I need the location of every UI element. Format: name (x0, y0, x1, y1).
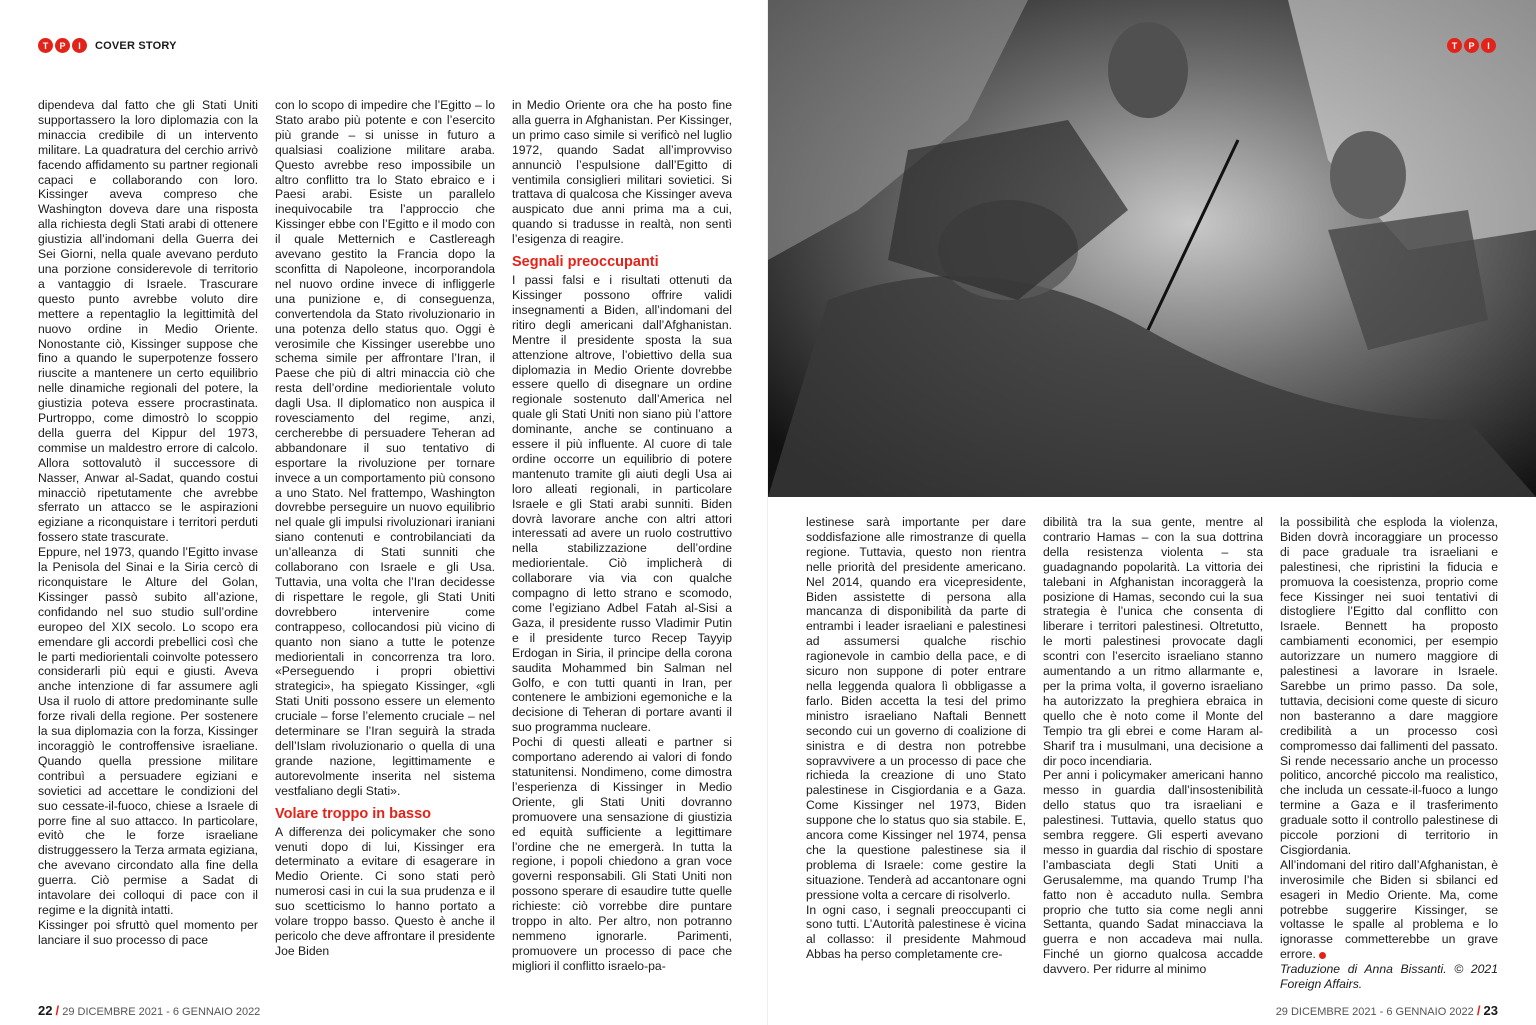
paragraph: Kissinger poi sfruttò quel momento per lanciare il suo processo di pace (38, 917, 258, 947)
section-label: COVER STORY (95, 39, 177, 52)
page-header (38, 38, 177, 53)
translation-credit: Traduzione di Anna Bissanti. © 2021 Foreign Affairs. (1280, 962, 1498, 992)
paragraph: Per anni i policymaker americani hanno messo in guardia dall’insostenibilità dello status quo tra israeliani e palestinesi. Tuttavia, quello status quo sembra reggere. Gli esperti avevano messo in guardia dal rischio di spostare l’ambasciata degli Stati Uniti a Gerusalemme, ma quando Trump l’ha fatto non è accaduto nulla. Sembra proprio che tutto sia come negli anni Settanta, quando Sadat minacciava la guerra e non accadeva mai nulla. Finché un giorno qualcosa accadde davvero. Per ridurre al minimo (1043, 768, 1263, 977)
article-column-5 (1043, 515, 1263, 977)
article-column-1 (38, 98, 258, 948)
article-column-3 (512, 98, 732, 974)
paragraph-text: All’indomani del ritiro dall’Afghanistan, è inverosimile che Biden si sbilanci ed esageri in Medio Oriente. Ma, come potrebbe suggerire Kissinger, se voltasse le spalle al problema e lo ignorasse commetterebbe un grave errore. (1280, 857, 1498, 962)
cover-photo (768, 0, 1536, 497)
issue-date: 29 DICEMBRE 2021 - 6 GENNAIO 2022 (62, 1006, 261, 1018)
paragraph: in Medio Oriente ora che ha posto fine alla guerra in Afghanistan. Per Kissinger, un primo caso simile si verificò nel luglio 1972, quando Sadat all’improvviso annunciò l’espulsione dall’Egitto di ventimila consiglieri militari sovietici. Si trattava di qualcosa che Kissinger aveva auspicato due anni prima ma a cui, quando si tradusse in realtà, non sentì l’esigenza di reagire. (512, 98, 732, 247)
paragraph: dipendeva dal fatto che gli Stati Uniti supportassero la loro diplomazia con la minaccia credibile di un intervento militare. La quadratura del cerchio arrivò facendo affidamento su partner regionali capaci e collaborando con loro. Kissinger aveva compreso che Washington doveva dare una risposta alla richiesta degli Stati arabi di ottenere giustizia all’indomani della Guerra dei Sei Giorni, nella quale avevano perduto una porzione considerevole di territorio a vantaggio di Israele. Trascurare questo punto avrebbe voluto dire mettere a repentaglio la legittimità del nuovo ordine in Medio Oriente. Nonostante ciò, Kissinger suppose che fino a quando le superpotenze fossero riuscite a mantenere un certo equilibrio nelle dinamiche regionali del potere, la giustizia poteva essere procrastinata. Purtroppo, come dimostrò lo scoppio della guerra del Kippur del 1973, commise un maldestro errore di calcolo. Allora sottovalutò il successore di Nasser, Anwar al-Sadat, quando costui minacciò ripetutamente che avrebbe sferrato un attacco se le aspirazioni egiziane a riconquistare i territori perduti fossero state trascurate. (38, 98, 258, 545)
paragraph: I passi falsi e i risultati ottenuti da Kissinger possono offrire validi insegnamenti a Biden, all’indomani del ritiro degli americani dall’Afghanistan. Mentre il presidente sposta la sua attenzione altrove, l’obiettivo della sua diplomazia in Medio Oriente dovrebbe essere quello di disegnare un ordine regionale sostenuto dall’America nel quale gli Stati Uniti non siano più l’attore dominante, anche se continuano a essere il più influente. Al cuore di tale ordine occorre un equilibrio di potere mantenuto tramite gli aiuti degli Usa ai loro alleati regionali, in particolare Israele e gli Stati arabi sunniti. Biden dovrà lavorare anche con altri attori interessati ad avere un ruolo costruttivo nella stabilizzazione dell’ordine mediorientale. Ciò implicherà di collaborare via via con qualche compagno di letto strano e scomodo, come l’egiziano Adbel Fatah al-Sisi a Gaza, il presidente russo Vladimir Putin e il presidente turco Recep Tayyip Erdogan in Siria, il principe della corona saudita Mohammed bin Salman nel Golfo, e con tutti quanti in Iran, per contenere le ambizioni egemoniche e la decisione di Teheran di portare avanti il suo programma nucleare. (512, 273, 732, 735)
end-mark-icon (1319, 952, 1326, 959)
paragraph: In ogni caso, i segnali preoccupanti ci sono tutti. L’Autorità palestinese è vicina al collasso: il presidente Mahmoud Abbas ha perso completamente cre- (806, 902, 1026, 962)
footer-right (1276, 1003, 1498, 1018)
logo-letter: T (38, 38, 53, 53)
page-number: 22 (38, 1003, 53, 1018)
page-number: 23 (1483, 1003, 1498, 1018)
footer-slash: / (1476, 1003, 1481, 1018)
tpi-logo (1447, 38, 1496, 53)
subheading: Segnali preoccupanti (512, 254, 659, 271)
article-column-6 (1280, 515, 1498, 992)
article-column-4 (806, 515, 1026, 962)
article-column-2 (275, 98, 495, 959)
issue-date: 29 DICEMBRE 2021 - 6 GENNAIO 2022 (1275, 1006, 1474, 1018)
photo-illustration (768, 0, 1536, 497)
logo-letter: I (1481, 38, 1496, 53)
paragraph: la possibilità che esploda la violenza, Biden dovrà incoraggiare un processo di pace graduale tra israeliani e palestinesi, che ripristini la fiducia e promuova la coesistenza, proprio come fece Kissinger nei suoi tentativi di distogliere l’Egitto dal conflitto con Israele. Bennett ha proposto cambiamenti economici, per esempio autorizzare un numero maggiore di palestinesi a lavorare in Israele. Sarebbe un primo passo. Da sole, tuttavia, decisioni come queste di sicuro non basteranno a dare maggiore credibilità a un processo così compromesso dai fallimenti del passato. Si rende necessario anche un processo politico, ancorché piccolo ma realistico, che includa un cessate-il-fuoco a lungo termine a Gaza e il trasferimento graduale sotto il controllo palestinese di piccole porzioni di territorio in Cisgiordania. (1280, 515, 1498, 857)
paragraph: A differenza dei policymaker che sono venuti dopo di lui, Kissinger era determinato a evitare di esagerare in Medio Oriente. Ci sono stati però numerosi casi in cui la sua prudenza e il suo scetticismo lo hanno portato a volare troppo basso. Questo è anche il pericolo che deve affrontare il presidente Joe Biden (275, 824, 495, 958)
tpi-logo (38, 38, 87, 53)
paragraph: lestinese sarà importante per dare soddisfazione alle rimostranze di quella regione. Tuttavia, questo non rientra nelle priorità del presidente americano. Nel 2014, quando era vicepresidente, Biden assistette di persona alla mancanza di disponibilità da parte di entrambi i leader israeliani e palestinesi ad assumersi qualche rischio ragionevole in cambio della pace, e di sicuro non suppone di poter entrare nella leggenda qualora lì obbligasse a farlo. Biden accetta la tesi del primo ministro israeliano Naftali Bennett secondo cui un governo di coalizione di sinistra e di destra non potrebbe sopravvivere a un processo di pace che richieda la creazione di uno Stato palestinese in Cisgiordania e a Gaza. Come Kissinger nel 1973, Biden suppone che lo status quo sia stabile. E, ancora come Kissinger nel 1974, pensa che la questione palestinese sia il problema di Israele: come gestire la situazione. Tenderà ad accantonare ogni pressione volta a cercare di risolverlo. (806, 515, 1026, 902)
paragraph (1280, 858, 1498, 962)
paragraph: con lo scopo di impedire che l’Egitto – lo Stato arabo più potente e con l’esercito più grande – si unisse in futuro a qualsiasi coalizione militare araba. Questo avrebbe reso impossibile un altro conflitto tra lo Stato ebraico e i Paesi arabi. Esiste un parallelo inequivocabile tra l’approccio che Kissinger ebbe con l’Egitto e il modo con il quale Metternich e Castlereagh avevano gestito la Francia dopo la sconfitta di Napoleone, incorporandola nel nuovo ordine invece di infliggerle una punizione e, di conseguenza, convertendola da Stato rivoluzionario in una potenza dello status quo. Oggi è verosimile che Kissinger userebbe uno schema simile per affrontare l’Iran, il Paese che più di altri minaccia ciò che resta dell’ordine mediorientale voluto dagli Usa. Il diplomatico non auspica il rovesciamento del regime, anzi, cercherebbe di persuadere Teheran ad abbandonare il suo tentativo di esportare la rivoluzione per tornare invece a un comportamento più consono a uno Stato. Nel frattempo, Washington dovrebbe perseguire un nuovo equilibrio nel quale gli impulsi rivoluzionari iraniani siano contenuti e controbilanciati da un’alleanza di Stati sunniti che collaborano con Israele e gli Usa. Tuttavia, una volta che l’Iran decidesse di rispettare le regole, gli Stati Uniti dovrebbero intervenire come contrappeso, collocandosi più vicino di quanto non siano a tutte le potenze mediorientali in concorrenza tra loro. «Perseguendo i propri obiettivi strategici», ha spiegato Kissinger, «gli Stati Uniti possono essere un elemento cruciale – forse l’elemento cruciale – nel determinare se l’Iran seguirà la strada dell’Islam rivoluzionario o quella di una grande nazione, legittimamente e autorevolmente inserita nel sistema vestfaliano degli Stati». (275, 98, 495, 798)
paragraph: Pochi di questi alleati e partner si comportano aderendo ai valori di fondo statunitensi. Nondimeno, come dimostra l’esperienza di Kissinger in Medio Oriente, gli Stati Uniti dovranno promuovere una sensazione di giustizia ed equità sufficiente a legittimare l’ordine che ne emergerà. In tutta la regione, i popoli chiedono a gran voce governi responsabili. Gli Stati Uniti non possono sperare di esaudire tutte quelle richieste: ciò vorrebbe dire puntare troppo in alto. Per altro, non potranno nemmeno ignorarle. Parimenti, promuovere un processo di pace che migliori il conflitto israelo-pa- (512, 735, 732, 973)
paragraph: Eppure, nel 1973, quando l’Egitto invase la Penisola del Sinai e la Siria cercò di riconquistare le Alture del Golan, Kissinger passò subito all’azione, confidando nel suo studio sull’ordine europeo del XIX secolo. Lo scopo era emendare gli accordi prebellici così che le parti mediorientali coinvolte potessero considerarli più equi e giusti. Aveva anche intenzione di far assumere agli Usa il ruolo di attore predominante sulle forze rivali della regione. Per sostenere la sua diplomazia con la forza, Kissinger incoraggiò le controffensive israeliane. Quando quella pressione militare contribuì a persuadere egiziani e sovietici ad accettare le condizioni del suo cessate-il-fuoco, chiese a Israele di porre fine al suo attacco. In particolare, evitò che le forze israeliane distruggessero la Terza armata egiziana, che avevano circondato alla fine della guerra. Ciò permise a Sadat di intavolare dei colloqui di pace con il regime e la dignità intatti. (38, 545, 258, 917)
logo-letter: P (1464, 38, 1479, 53)
paragraph: dibilità tra la sua gente, mentre al contrario Hamas – con la sua dottrina della resistenza violenta – sta guadagnando popolarità. La vittoria dei talebani in Afghanistan incoraggerà la posizione di Hamas, secondo cui la sua strategia è l’unica che consenta di liberare i territori palestinesi. Oltretutto, le morti palestinesi provocate dagli scontri con l’esercito israeliano stanno aumentando a un ritmo allarmante e, per la prima volta, il governo israeliano ha autorizzato la preghiera ebraica in quello che è noto come il Monte del Tempio tra gli ebrei e come Haram al-Sharif tra i musulmani, una decisione a dir poco incendiaria. (1043, 515, 1263, 768)
logo-letter: P (55, 38, 70, 53)
logo-letter: T (1447, 38, 1462, 53)
subheading: Volare troppo in basso (275, 805, 432, 822)
footer-slash: / (55, 1003, 60, 1018)
footer-left (38, 1003, 260, 1018)
logo-letter: I (72, 38, 87, 53)
